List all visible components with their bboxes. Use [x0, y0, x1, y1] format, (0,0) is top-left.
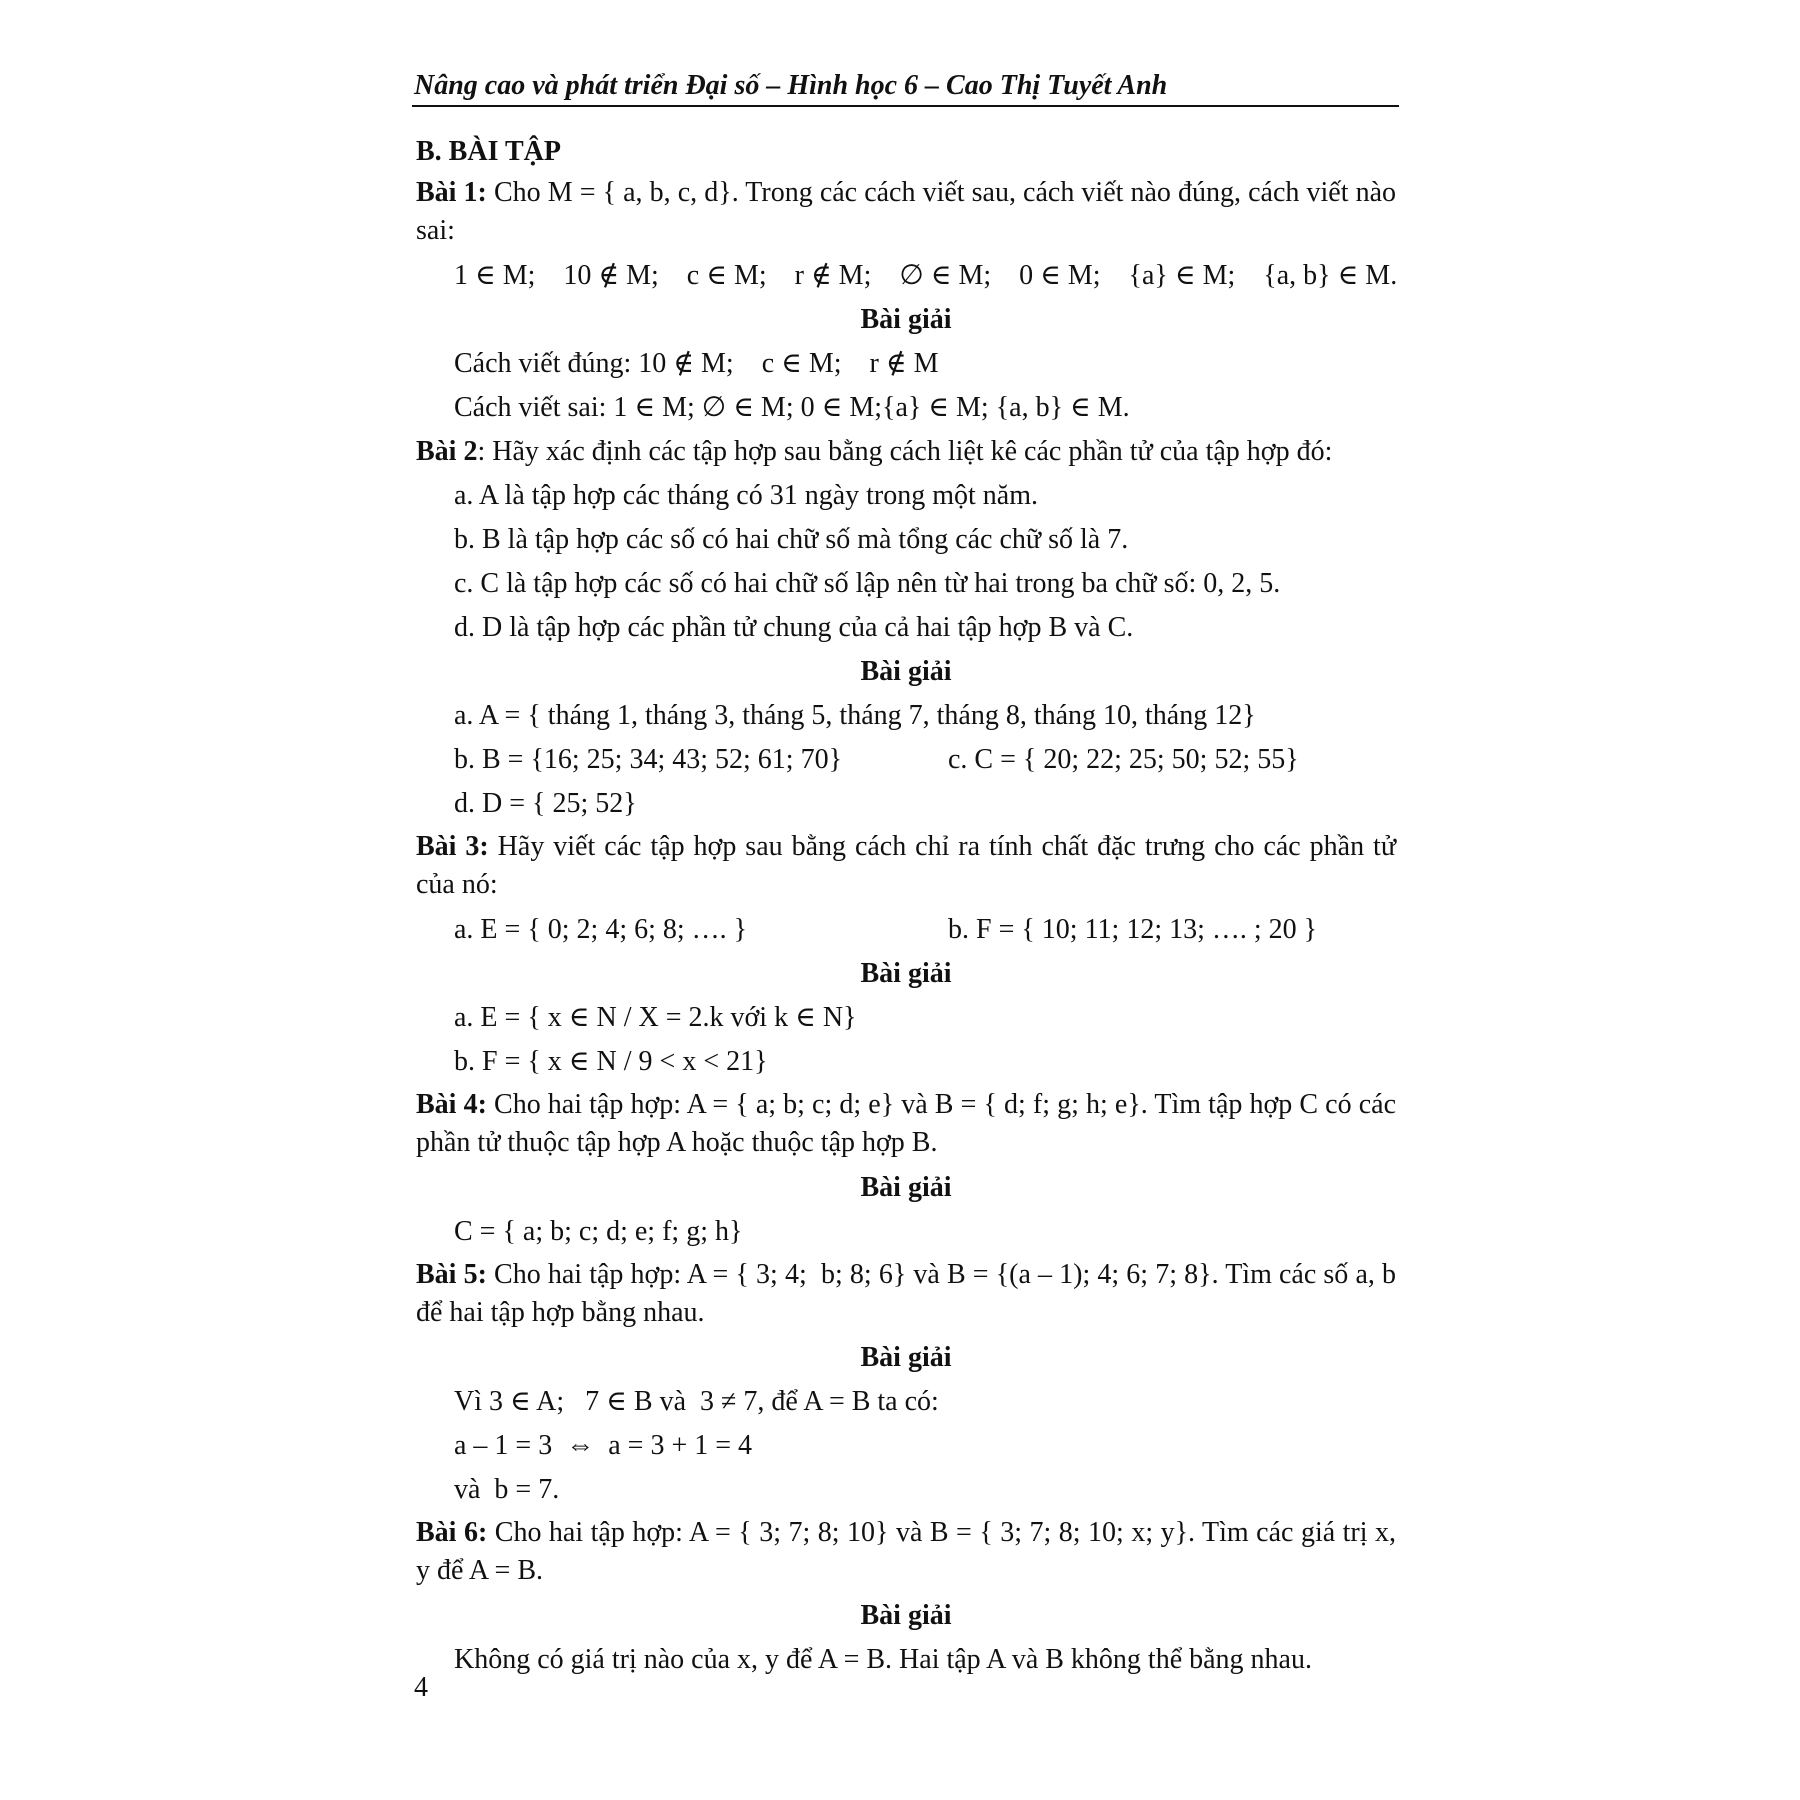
- bai5-text: Cho hai tập hợp: A = { 3; 4; b; 8; 6} và B = {(a – 1); 4; 6; 7; 8}. Tìm các số a, b để hai tập hợp bằng nhau.: [416, 1259, 1404, 1328]
- bai5-sol-3: và b = 7.: [454, 1474, 560, 1505]
- bai2-item-c: c. C là tập hợp các số có hai chữ số lập nên từ hai trong ba chữ số: 0, 2, 5.: [454, 568, 1281, 599]
- bai2-solution-heading: Bài giải: [860, 656, 952, 687]
- bai3-label: Bài 3:: [416, 831, 489, 862]
- bai1-text: Cho M = { a, b, c, d}. Trong các cách viết sau, cách viết nào đúng, cách viết nào sai:: [416, 177, 1396, 246]
- bai2-item-b: b. B là tập hợp các số có hai chữ số mà tổng các chữ số là 7.: [454, 524, 1129, 555]
- bai5-label: Bài 5:: [416, 1259, 487, 1290]
- bai2-item-a: a. A là tập hợp các tháng có 31 ngày trong một năm.: [454, 480, 1038, 511]
- page-number: 4: [414, 1672, 428, 1703]
- bai1-question: [416, 174, 1396, 250]
- bai2-sol-c: c. C = { 20; 22; 25; 50; 52; 55}: [948, 744, 1299, 775]
- exercise-content: [416, 132, 1404, 1682]
- bai2-sol-d: d. D = { 25; 52}: [454, 788, 637, 819]
- bai3-items-row: [416, 908, 1396, 952]
- section-title: B. BÀI TẬP: [416, 136, 561, 167]
- bai2-question: [416, 430, 1396, 474]
- bai4-label: Bài 4:: [416, 1089, 487, 1120]
- bai3-sol-a: a. E = { x ∈ N / X = 2.k với k ∈ N}: [454, 1002, 857, 1033]
- bai4-text: Cho hai tập hợp: A = { a; b; c; d; e} và B = { d; f; g; h; e}. Tìm tập hợp C có các phần tử thuộc tập hợp A hoặc thuộc tập hợp B.: [416, 1089, 1397, 1158]
- bai3-item-a: a. E = { 0; 2; 4; 6; 8; …. }: [454, 914, 748, 945]
- bai4-question: [416, 1086, 1396, 1162]
- bai2-label: Bài 2: [416, 436, 478, 467]
- bai2-item-d: d. D là tập hợp các phần tử chung của cả hai tập hợp B và C.: [454, 612, 1134, 643]
- bai2-sol-b: b. B = {16; 25; 34; 43; 52; 61; 70}: [454, 744, 843, 775]
- bai5-question: [416, 1256, 1404, 1332]
- bai1-label: Bài 1:: [416, 177, 487, 208]
- bai3-sol-b: b. F = { x ∈ N / 9 < x < 21}: [454, 1046, 768, 1077]
- bai1-wrong: Cách viết sai: 1 ∈ M; ∅ ∈ M; 0 ∈ M;{a} ∈ M; {a, b} ∈ M.: [454, 392, 1130, 423]
- bai5-sol-1: Vì 3 ∈ A; 7 ∈ B và 3 ≠ 7, để A = B ta có:: [454, 1386, 939, 1417]
- bai6-text: Cho hai tập hợp: A = { 3; 7; 8; 10} và B = { 3; 7; 8; 10; x; y}. Tìm các giá trị x, y để A = B.: [416, 1517, 1397, 1586]
- bai3-question: [416, 828, 1396, 904]
- bai1-solution-heading: Bài giải: [860, 304, 952, 335]
- bai1-correct: Cách viết đúng: 10 ∉ M; c ∈ M; r ∉ M: [454, 348, 939, 379]
- bai4-sol: C = { a; b; c; d; e; f; g; h}: [454, 1216, 743, 1247]
- bai3-item-b: b. F = { 10; 11; 12; 13; …. ; 20 }: [948, 914, 1318, 945]
- bai5-sol-2: a – 1 = 3 ⇔ a = 3 + 1 = 4: [454, 1430, 753, 1461]
- bai6-question: [416, 1514, 1396, 1590]
- bai5-solution-heading: Bài giải: [860, 1342, 952, 1373]
- bai3-solution-heading: Bài giải: [860, 958, 952, 989]
- bai4-solution-heading: Bài giải: [860, 1172, 952, 1203]
- bai6-sol: Không có giá trị nào của x, y để A = B. Hai tập A và B không thể bằng nhau.: [454, 1644, 1312, 1675]
- bai6-solution-heading: Bài giải: [860, 1600, 952, 1631]
- bai2-sol-bc-row: [416, 738, 1396, 782]
- bai1-expressions: 1 ∈ M; 10 ∉ M; c ∈ M; r ∉ M; ∅ ∈ M; 0 ∈ M; {a} ∈ M; {a, b} ∈ M.: [454, 260, 1398, 291]
- bai3-text: Hãy viết các tập hợp sau bằng cách chỉ ra tính chất đặc trưng cho các phần tử của nó:: [416, 831, 1397, 900]
- running-header: Nâng cao và phát triển Đại số – Hình học 6 – Cao Thị Tuyết Anh: [412, 70, 1399, 107]
- bai6-label: Bài 6:: [416, 1517, 488, 1548]
- bai2-sol-a: a. A = { tháng 1, tháng 3, tháng 5, tháng 7, tháng 8, tháng 10, tháng 12}: [454, 700, 1256, 731]
- bai2-text: : Hãy xác định các tập hợp sau bằng cách liệt kê các phần tử của tập hợp đó:: [477, 436, 1333, 467]
